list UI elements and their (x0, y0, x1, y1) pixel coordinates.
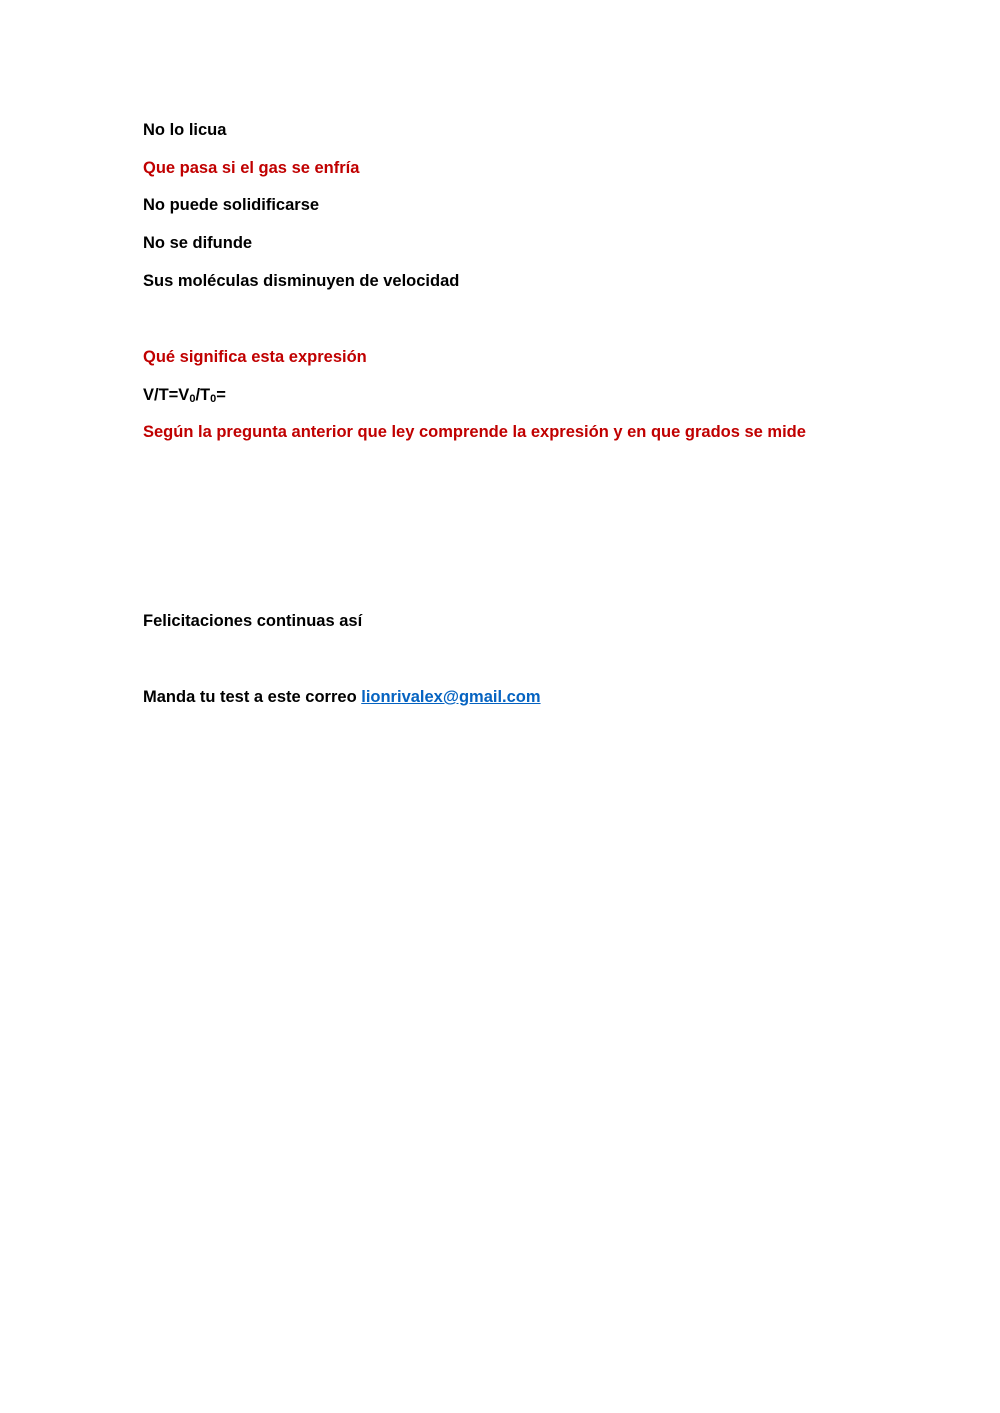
option-text: No se difunde (143, 234, 253, 252)
email-link[interactable]: lionrivalex@gmail.com (361, 688, 541, 706)
answer-text: No lo licua (143, 121, 227, 139)
formula-part: = (216, 386, 226, 404)
send-instruction-text: Manda tu test a este correo (143, 688, 362, 706)
question-text: Que pasa si el gas se enfría (143, 159, 360, 177)
congrats-text: Felicitaciones continuas así (143, 612, 363, 630)
option-text: Sus moléculas disminuyen de velocidad (143, 272, 460, 290)
option-text: No puede solidificarse (143, 196, 320, 214)
question-text: Según la pregunta anterior que ley comprende la expresión y en que grados se mide (143, 423, 806, 441)
formula-subscript: 0 (189, 393, 196, 405)
formula-subscript: 0 (210, 393, 217, 405)
formula-text (143, 385, 226, 409)
question-text: Qué significa esta expresión (143, 348, 367, 366)
formula-part: V/T=V (143, 386, 190, 404)
send-instruction (143, 687, 541, 707)
formula-part: /T (195, 386, 211, 404)
